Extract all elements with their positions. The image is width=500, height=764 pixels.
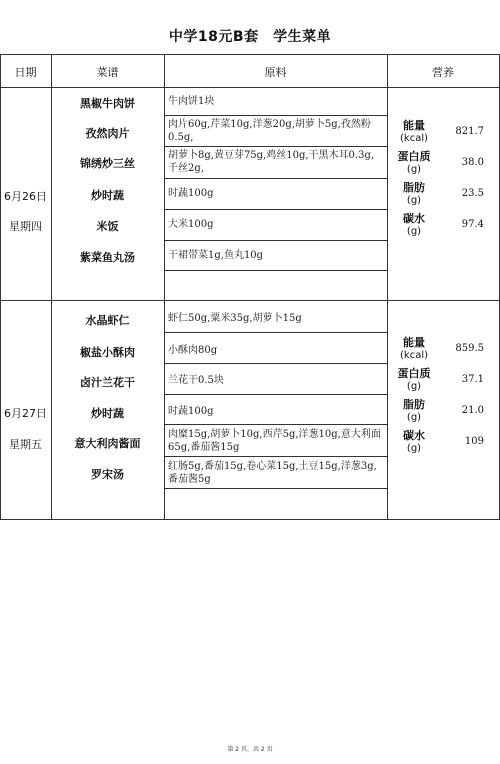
nutrition-value: 38.0	[461, 157, 484, 168]
nutrition-unit: (kcal)	[400, 133, 428, 144]
dish-name: 炒时蔬	[91, 407, 124, 420]
ingredient-row-divider	[164, 240, 387, 241]
ingredient-row-divider	[164, 178, 387, 179]
dish-name: 米饭	[96, 220, 119, 233]
nutrition-name: 碳水	[403, 429, 425, 442]
ingredient-text: 小酥肉80g	[168, 345, 218, 356]
dish-name: 炒时蔬	[91, 189, 124, 202]
nutrition-value: 859.5	[455, 343, 484, 354]
day-date: 6月26日	[4, 190, 47, 203]
nutrition-unit: (g)	[406, 443, 422, 454]
nutrition-unit: (g)	[406, 226, 422, 237]
nutrition-name: 能量	[403, 336, 425, 349]
nutrition-label	[392, 150, 436, 176]
ingredient-row-divider	[164, 146, 387, 147]
page-footer: 第 2 页，共 2 页	[227, 746, 273, 753]
nutrition-label	[392, 429, 436, 455]
nutrition-label	[392, 367, 436, 393]
nutrition-label	[392, 398, 436, 424]
ingredient-row-divider	[164, 270, 387, 271]
table-top-border	[0, 54, 500, 55]
header-ingredients: 原料	[264, 66, 287, 79]
ingredient-row-divider	[164, 456, 387, 457]
ingredient-row-divider	[164, 363, 387, 364]
nutrition-name: 碳水	[403, 212, 425, 225]
nutrition-label	[392, 119, 436, 145]
ingredient-text: 胡萝卜8g,黄豆芽75g,鸡丝10g,干黑木耳0.3g,千丝2g,	[168, 150, 375, 174]
nutrition-unit: (g)	[406, 164, 422, 175]
ingredient-row-divider	[164, 424, 387, 425]
dish-name: 意大利肉酱面	[74, 437, 141, 450]
ingredient-text: 时蔬100g	[168, 188, 214, 199]
page-title: 中学18元B套 学生菜单	[168, 29, 332, 45]
nutrition-name: 蛋白质	[397, 150, 431, 163]
day-weekday: 星期四	[9, 220, 42, 233]
nutrition-value: 821.7	[455, 126, 484, 137]
dish-name: 紫菜鱼丸汤	[80, 251, 135, 264]
nutrition-unit: (g)	[406, 381, 422, 392]
nutrition-unit: (kcal)	[400, 350, 428, 361]
col-border-dish	[164, 54, 165, 520]
dish-name: 孜然肉片	[85, 127, 130, 140]
nutrition-label	[392, 181, 436, 207]
ingredient-text: 牛肉饼1块	[168, 96, 215, 107]
nutrition-name: 能量	[403, 119, 425, 132]
header-dish: 菜谱	[96, 66, 119, 79]
dish-name: 卤汁兰花干	[80, 376, 135, 389]
ingredient-text: 干裙带菜1g,鱼丸10g	[168, 250, 264, 261]
ingredient-text: 时蔬100g	[168, 406, 214, 417]
nutrition-unit: (g)	[406, 412, 422, 423]
ingredient-text: 虾仁50g,粟米35g,胡萝卜15g	[168, 313, 302, 324]
ingredient-row-divider	[164, 394, 387, 395]
day-weekday: 星期五	[9, 438, 42, 451]
dish-name: 黑椒牛肉饼	[80, 97, 135, 110]
ingredient-row-divider	[164, 115, 387, 116]
nutrition-value: 23.5	[461, 188, 484, 199]
nutrition-name: 脂肪	[403, 398, 425, 411]
nutrition-value: 97.4	[461, 219, 484, 230]
dish-name: 椒盐小酥肉	[80, 346, 135, 359]
ingredient-row-divider	[164, 332, 387, 333]
nutrition-unit: (g)	[406, 195, 422, 206]
nutrition-value: 21.0	[461, 405, 484, 416]
nutrition-name: 脂肪	[403, 181, 425, 194]
nutrition-label	[392, 212, 436, 238]
nutrition-name: 蛋白质	[397, 367, 431, 380]
nutrition-value: 109	[464, 436, 484, 447]
table-bottom-border	[0, 519, 500, 520]
dish-name: 锦绣炒三丝	[80, 157, 135, 170]
ingredient-row-divider	[164, 209, 387, 210]
ingredient-text: 红肠5g,番茄15g,卷心菜15g,土豆15g,洋葱3g,番茄酱5g	[168, 461, 377, 485]
dish-name: 罗宋汤	[91, 468, 124, 481]
dish-name: 水晶虾仁	[85, 314, 130, 327]
ingredient-text: 兰花干0.5块	[168, 375, 224, 386]
header-bottom-border	[0, 87, 500, 88]
day-date: 6月27日	[4, 407, 47, 420]
ingredient-text: 肉糜15g,胡萝卜10g,西芹5g,洋葱10g,意大利面65g,番茄酱15g	[168, 429, 381, 453]
ingredient-text: 肉片60g,芹菜10g,洋葱20g,胡萝卜5g,孜然粉0.5g,	[168, 119, 371, 143]
nutrition-value: 37.1	[461, 374, 484, 385]
header-nutrition: 营养	[432, 66, 454, 79]
nutrition-label	[392, 336, 436, 362]
ingredient-row-divider	[164, 488, 387, 489]
day-divider	[0, 300, 500, 301]
ingredient-text: 大米100g	[168, 219, 214, 230]
header-date: 日期	[14, 66, 37, 79]
col-border-ingredients	[387, 54, 388, 520]
